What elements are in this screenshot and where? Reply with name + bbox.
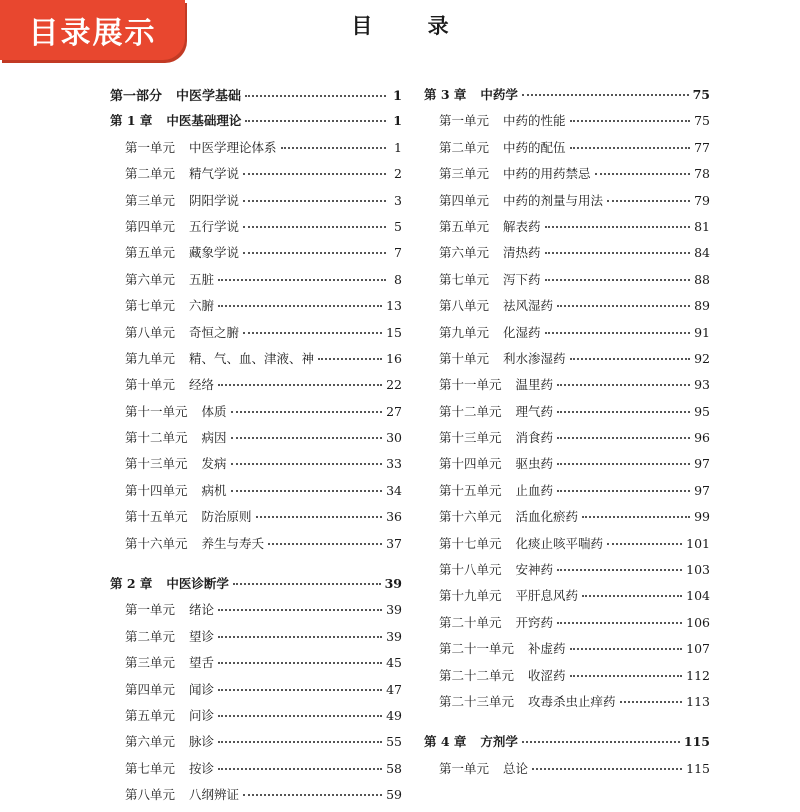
toc-page-number: 39 <box>386 628 402 644</box>
toc-entry-number: 第七单元 <box>439 271 490 287</box>
toc-chapter-row <box>424 732 710 758</box>
dot-leader <box>570 358 691 360</box>
dot-leader <box>557 384 690 386</box>
toc-page-number: 84 <box>694 245 710 261</box>
toc-page-number: 95 <box>694 403 710 419</box>
dot-leader <box>231 463 383 465</box>
dot-leader <box>557 569 682 571</box>
dot-leader <box>243 332 382 334</box>
toc-entry-title: 清热药 <box>503 245 541 261</box>
toc-entry-title: 阴阳学说 <box>189 192 240 208</box>
dot-leader <box>557 622 682 624</box>
toc-page-number: 39 <box>384 576 402 592</box>
toc-entry-number: 第十三单元 <box>125 456 188 472</box>
toc-unit-row <box>424 138 710 164</box>
toc-page-number: 113 <box>686 693 710 709</box>
dot-leader <box>218 279 386 281</box>
toc-entry-number: 第四单元 <box>125 218 176 234</box>
toc-entry-title: 化痰止咳平喘药 <box>515 535 604 551</box>
toc-page-number: 97 <box>694 456 710 472</box>
toc-entry-title: 病机 <box>201 482 227 498</box>
toc-entry-number: 第三单元 <box>439 166 490 182</box>
toc-page-number: 27 <box>386 403 402 419</box>
toc-unit-row <box>424 270 710 296</box>
dot-leader <box>607 543 682 545</box>
toc-entry-number: 第十二单元 <box>439 403 502 419</box>
toc-unit-row <box>110 296 402 322</box>
toc-page-number: 112 <box>686 667 710 683</box>
toc-page-number: 8 <box>394 271 402 287</box>
dot-leader <box>245 95 386 97</box>
toc-unit-row <box>110 759 402 785</box>
toc-entry-title: 防治原则 <box>201 509 252 525</box>
toc-entry-title: 五脏 <box>189 271 215 287</box>
toc-entry-number: 第 2 章 <box>110 576 153 592</box>
toc-entry-title: 开窍药 <box>515 614 554 630</box>
toc-entry-title: 藏象学说 <box>189 245 240 261</box>
toc-entry-title: 六腑 <box>189 298 215 314</box>
toc-entry-number: 第六单元 <box>125 734 176 750</box>
toc-page-number: 115 <box>683 734 710 750</box>
toc-entry-title: 攻毒杀虫止痒药 <box>528 693 616 709</box>
dot-leader <box>557 490 690 492</box>
toc-entry-title: 中医基础理论 <box>166 113 242 129</box>
dot-leader <box>607 200 690 202</box>
toc-unit-row <box>110 428 402 454</box>
toc-entry-title: 脉诊 <box>189 734 215 750</box>
toc-page-number: 81 <box>694 218 710 234</box>
dot-leader <box>532 768 682 770</box>
toc-unit-row <box>110 481 402 507</box>
toc-entry-number: 第二十二单元 <box>439 667 515 683</box>
dot-leader <box>582 516 690 518</box>
toc-entry-title: 活血化瘀药 <box>515 509 579 525</box>
toc-page-number: 2 <box>394 166 402 182</box>
toc-entry-number: 第十一单元 <box>125 403 188 419</box>
toc-entry-title: 中药学 <box>480 87 518 102</box>
toc-entry-number: 第十六单元 <box>439 509 502 525</box>
toc-entry-title: 温里药 <box>515 377 554 393</box>
dot-leader <box>268 543 382 545</box>
toc-unit-row <box>110 706 402 732</box>
toc-unit-row <box>110 534 402 560</box>
toc-page-number: 37 <box>386 535 402 551</box>
dot-leader <box>218 609 382 611</box>
toc-entry-number: 第一单元 <box>439 113 490 129</box>
dot-leader <box>570 675 683 677</box>
toc-entry-title: 问诊 <box>189 707 215 723</box>
toc-page-number: 1 <box>393 113 402 129</box>
toc-unit-row <box>110 323 402 349</box>
toc-page-number: 39 <box>386 602 402 618</box>
toc-chapter-row <box>110 574 402 600</box>
toc-entry-number: 第十五单元 <box>125 509 188 525</box>
toc-unit-row <box>424 191 710 217</box>
toc-page-number: 3 <box>394 192 402 208</box>
toc-right-column <box>424 85 710 785</box>
toc-entry-number: 第 1 章 <box>110 113 153 129</box>
dot-leader <box>231 490 383 492</box>
toc-entry-number: 第一部分 <box>110 89 163 104</box>
dot-leader <box>218 636 382 638</box>
dot-leader <box>545 252 691 254</box>
toc-entry-title: 中药的性能 <box>503 113 566 129</box>
toc-page-number: 33 <box>386 456 402 472</box>
toc-entry-number: 第二单元 <box>125 166 176 182</box>
toc-entry-title: 泻下药 <box>503 271 541 287</box>
toc-unit-row <box>110 600 402 626</box>
toc-page-number: 1 <box>394 139 402 155</box>
toc-unit-row <box>110 402 402 428</box>
toc-unit-row <box>424 613 710 639</box>
toc-entry-number: 第五单元 <box>125 707 176 723</box>
dot-leader <box>231 437 383 439</box>
toc-page-number: 15 <box>386 324 402 340</box>
toc-entry-number: 第四单元 <box>125 681 176 697</box>
toc-page-number: 78 <box>694 166 710 182</box>
toc-unit-row <box>110 454 402 480</box>
toc-entry-number: 第九单元 <box>125 350 176 366</box>
toc-page-number: 7 <box>394 245 402 261</box>
dot-leader <box>243 252 386 254</box>
toc-page-number: 115 <box>686 760 710 776</box>
toc-page-number: 58 <box>386 760 402 776</box>
toc-entry-title: 望舌 <box>189 655 215 671</box>
toc-unit-row <box>110 349 402 375</box>
toc-unit-row <box>424 507 710 533</box>
toc-unit-row <box>424 111 710 137</box>
toc-unit-row <box>424 349 710 375</box>
toc-page-number: 106 <box>686 614 710 630</box>
toc-entry-number: 第十单元 <box>125 377 176 393</box>
toc-entry-title: 精、气、血、津液、神 <box>189 350 315 366</box>
toc-entry-number: 第十四单元 <box>439 456 502 472</box>
toc-page-number: 49 <box>386 707 402 723</box>
toc-entry-title: 祛风湿药 <box>503 298 554 314</box>
toc-entry-number: 第五单元 <box>125 245 176 261</box>
toc-page-number: 92 <box>694 350 710 366</box>
dot-leader <box>522 94 689 96</box>
toc-page-number: 16 <box>386 350 402 366</box>
toc-chapter-row <box>110 111 402 137</box>
dot-leader <box>233 583 381 585</box>
toc-unit-row <box>110 680 402 706</box>
toc-entry-number: 第七单元 <box>125 298 176 314</box>
dot-leader <box>582 595 682 597</box>
toc-entry-title: 安神药 <box>515 562 554 578</box>
toc-unit-row <box>110 243 402 269</box>
toc-entry-number: 第二单元 <box>439 139 490 155</box>
dot-leader <box>522 741 680 743</box>
toc-left-column <box>110 85 402 812</box>
toc-entry-number: 第 4 章 <box>424 734 467 750</box>
toc-page-number: 77 <box>694 139 710 155</box>
toc-page-number: 103 <box>686 562 710 578</box>
toc-page-number: 93 <box>694 377 710 393</box>
dot-leader <box>557 463 690 465</box>
toc-page-number: 104 <box>686 588 710 604</box>
dot-leader <box>545 279 691 281</box>
toc-page-number: 47 <box>386 681 402 697</box>
banner-label: 目录展示 <box>28 16 157 51</box>
toc-page-number: 75 <box>692 87 710 102</box>
toc-entry-number: 第七单元 <box>125 760 176 776</box>
toc-entry-number: 第十六单元 <box>125 535 188 551</box>
toc-entry-title: 按诊 <box>189 760 215 776</box>
toc-entry-number: 第十一单元 <box>439 377 502 393</box>
toc-entry-number: 第一单元 <box>125 602 176 618</box>
toc-unit-row <box>424 375 710 401</box>
toc-unit-row <box>424 323 710 349</box>
toc-entry-title: 消食药 <box>515 430 554 446</box>
toc-page-number: 107 <box>686 641 710 657</box>
toc-unit-row <box>110 653 402 679</box>
toc-entry-title: 体质 <box>201 403 227 419</box>
toc-entry-number: 第二单元 <box>125 628 176 644</box>
toc-page-number: 88 <box>694 271 710 287</box>
toc-unit-row <box>424 402 710 428</box>
dot-leader <box>218 305 382 307</box>
toc-entry-title: 奇恒之腑 <box>189 324 240 340</box>
toc-unit-row <box>424 639 710 665</box>
toc-entry-title: 中医学理论体系 <box>189 139 277 155</box>
toc-part-row <box>110 85 402 111</box>
toc-entry-title: 利水渗湿药 <box>503 350 566 366</box>
toc-entry-number: 第十单元 <box>439 350 490 366</box>
dot-leader <box>545 332 691 334</box>
toc-entry-title: 总论 <box>503 760 529 776</box>
toc-entry-title: 闻诊 <box>189 681 215 697</box>
toc-entry-number: 第二十一单元 <box>439 641 515 657</box>
toc-page-number: 1 <box>392 89 402 104</box>
toc-entry-number: 第八单元 <box>439 298 490 314</box>
dot-leader <box>243 794 382 796</box>
dot-leader <box>218 741 382 743</box>
toc-entry-title: 绪论 <box>189 602 215 618</box>
dot-leader <box>557 305 690 307</box>
dot-leader <box>570 648 683 650</box>
toc-entry-title: 补虚药 <box>528 641 566 657</box>
toc-entry-number: 第五单元 <box>439 218 490 234</box>
toc-entry-title: 病因 <box>201 430 227 446</box>
toc-unit-row <box>424 534 710 560</box>
toc-page-number: 45 <box>386 655 402 671</box>
toc-page-number: 97 <box>694 482 710 498</box>
toc-page-number: 75 <box>694 113 710 129</box>
toc-unit-row <box>424 428 710 454</box>
toc-entry-number: 第三单元 <box>125 192 176 208</box>
toc-unit-row <box>110 627 402 653</box>
toc-unit-row <box>110 270 402 296</box>
toc-chapter-row <box>424 85 710 111</box>
toc-entry-number: 第一单元 <box>125 139 176 155</box>
dot-leader <box>243 173 386 175</box>
toc-entry-number: 第 3 章 <box>424 87 467 102</box>
toc-entry-number: 第九单元 <box>439 324 490 340</box>
page-title: 目 录 <box>351 14 473 38</box>
toc-entry-title: 中药的配伍 <box>503 139 566 155</box>
toc-unit-row <box>110 138 402 164</box>
toc-entry-title: 中药的剂量与用法 <box>503 192 604 208</box>
toc-page-number: 59 <box>386 787 402 803</box>
toc-page-number: 91 <box>694 324 710 340</box>
toc-unit-row <box>424 454 710 480</box>
toc-entry-title: 中医诊断学 <box>166 576 229 592</box>
toc-entry-title: 五行学说 <box>189 218 240 234</box>
toc-entry-number: 第八单元 <box>125 324 176 340</box>
toc-page-number: 13 <box>386 298 402 314</box>
toc-page-number: 36 <box>386 509 402 525</box>
dot-leader <box>218 715 382 717</box>
dot-leader <box>231 411 383 413</box>
toc-page-number: 101 <box>686 535 710 551</box>
toc-entry-title: 中医学基础 <box>176 89 242 104</box>
dot-leader <box>218 689 382 691</box>
toc-entry-number: 第八单元 <box>125 787 176 803</box>
dot-leader <box>318 358 382 360</box>
dot-leader <box>243 226 386 228</box>
toc-unit-row <box>110 164 402 190</box>
toc-entry-title: 精气学说 <box>189 166 240 182</box>
toc-unit-row <box>110 507 402 533</box>
toc-unit-row <box>110 191 402 217</box>
dot-leader <box>557 411 690 413</box>
toc-entry-title: 经络 <box>189 377 215 393</box>
toc-page-number: 55 <box>386 734 402 750</box>
toc-entry-number: 第十四单元 <box>125 482 188 498</box>
toc-unit-row <box>424 560 710 586</box>
toc-unit-row <box>424 481 710 507</box>
toc-unit-row <box>424 243 710 269</box>
toc-unit-row <box>424 692 710 718</box>
toc-page-number: 89 <box>694 298 710 314</box>
toc-entry-title: 理气药 <box>515 403 554 419</box>
toc-unit-row <box>424 586 710 612</box>
toc-page-number: 96 <box>694 430 710 446</box>
toc-entry-number: 第十二单元 <box>125 430 188 446</box>
toc-page-number: 34 <box>386 482 402 498</box>
dot-leader <box>245 120 386 122</box>
toc-unit-row <box>424 666 710 692</box>
toc-entry-title: 养生与寿夭 <box>201 535 265 551</box>
dot-leader <box>570 147 691 149</box>
toc-entry-title: 收涩药 <box>528 667 566 683</box>
toc-entry-title: 驱虫药 <box>515 456 554 472</box>
toc-entry-number: 第三单元 <box>125 655 176 671</box>
toc-unit-row <box>424 164 710 190</box>
toc-entry-number: 第十八单元 <box>439 562 502 578</box>
toc-unit-row <box>110 732 402 758</box>
dot-leader <box>570 120 691 122</box>
toc-entry-number: 第十九单元 <box>439 588 502 604</box>
dot-leader <box>218 662 382 664</box>
toc-entry-number: 第二十单元 <box>439 614 502 630</box>
toc-page-number: 99 <box>694 509 710 525</box>
toc-entry-number: 第六单元 <box>125 271 176 287</box>
toc-page-number: 79 <box>694 192 710 208</box>
dot-leader <box>557 437 690 439</box>
toc-page-number: 30 <box>386 430 402 446</box>
dot-leader <box>545 226 691 228</box>
toc-entry-number: 第六单元 <box>439 245 490 261</box>
toc-unit-row <box>110 375 402 401</box>
toc-entry-number: 第二十三单元 <box>439 693 515 709</box>
toc-entry-title: 八纲辨证 <box>189 787 240 803</box>
dot-leader <box>243 200 386 202</box>
toc-entry-title: 中药的用药禁忌 <box>503 166 591 182</box>
toc-unit-row <box>424 759 710 785</box>
toc-entry-title: 止血药 <box>515 482 554 498</box>
toc-entry-number: 第十七单元 <box>439 535 502 551</box>
dot-leader <box>595 173 691 175</box>
toc-page-number: 5 <box>394 218 402 234</box>
toc-entry-number: 第十三单元 <box>439 430 502 446</box>
dot-leader <box>620 701 683 703</box>
toc-entry-title: 平肝息风药 <box>515 588 579 604</box>
toc-entry-title: 方剂学 <box>480 734 518 750</box>
toc-entry-title: 望诊 <box>189 628 215 644</box>
toc-entry-title: 发病 <box>201 456 227 472</box>
toc-unit-row <box>110 785 402 811</box>
toc-entry-number: 第十五单元 <box>439 482 502 498</box>
toc-page-number: 22 <box>386 377 402 393</box>
toc-entry-number: 第四单元 <box>439 192 490 208</box>
toc-entry-title: 化湿药 <box>503 324 541 340</box>
toc-unit-row <box>424 296 710 322</box>
dot-leader <box>256 516 383 518</box>
toc-entry-number: 第一单元 <box>439 760 490 776</box>
toc-unit-row <box>110 217 402 243</box>
dot-leader <box>281 147 386 149</box>
dot-leader <box>218 768 382 770</box>
toc-entry-title: 解表药 <box>503 218 541 234</box>
toc-unit-row <box>424 217 710 243</box>
dot-leader <box>218 384 382 386</box>
